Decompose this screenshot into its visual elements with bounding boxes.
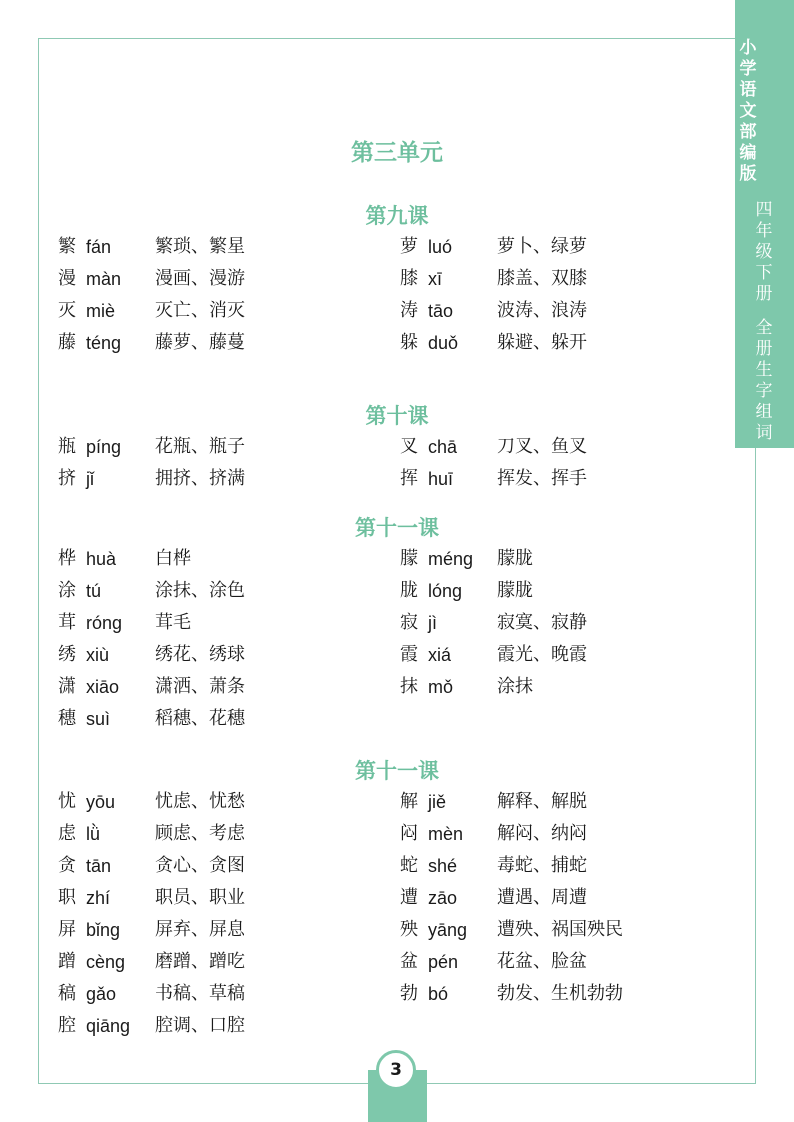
hanzi-character: 稿 bbox=[58, 983, 76, 1004]
pinyin: xiù bbox=[86, 645, 110, 665]
hanzi-character: 闷 bbox=[400, 823, 418, 844]
hanzi-character: 屏 bbox=[58, 919, 76, 940]
pinyin: fán bbox=[86, 237, 112, 257]
pinyin: suì bbox=[86, 709, 111, 729]
word-combinations: 拥挤、挤满 bbox=[155, 468, 245, 489]
pinyin: jiě bbox=[428, 792, 447, 812]
side-tab-series: 小 学 语 文 部 编 版 bbox=[739, 38, 757, 184]
word-combinations: 职员、职业 bbox=[155, 887, 245, 908]
pinyin: chā bbox=[428, 437, 458, 457]
word-combinations: 稻穗、花穗 bbox=[155, 708, 245, 729]
lesson-title: 第九课 bbox=[365, 204, 429, 228]
word-combinations: 躲避、躲开 bbox=[497, 332, 587, 353]
word-combinations: 解闷、纳闷 bbox=[497, 823, 587, 844]
lesson-title: 第十一课 bbox=[355, 516, 439, 540]
pinyin: pén bbox=[428, 952, 459, 972]
word-combinations: 白桦 bbox=[155, 548, 191, 569]
word-combinations: 朦胧 bbox=[497, 580, 533, 601]
hanzi-character: 朦 bbox=[400, 548, 418, 569]
pinyin: miè bbox=[86, 301, 116, 321]
hanzi-character: 潇 bbox=[58, 676, 76, 697]
word-combinations: 藤萝、藤蔓 bbox=[155, 332, 245, 353]
hanzi-character: 职 bbox=[58, 887, 76, 908]
hanzi-character: 腔 bbox=[58, 1015, 76, 1036]
pinyin: xiá bbox=[428, 645, 452, 665]
word-combinations: 腔调、口腔 bbox=[155, 1015, 245, 1036]
hanzi-character: 蹭 bbox=[58, 951, 76, 972]
word-combinations: 刀叉、鱼叉 bbox=[497, 436, 587, 457]
hanzi-character: 灭 bbox=[58, 300, 76, 321]
side-tab-subject: 全 册 生 字 组 词 bbox=[755, 318, 773, 443]
hanzi-character: 霞 bbox=[400, 644, 418, 665]
hanzi-character: 勃 bbox=[400, 983, 418, 1004]
pinyin: xiāo bbox=[86, 677, 120, 697]
lesson-title: 第十课 bbox=[365, 404, 429, 428]
word-combinations: 涂抹 bbox=[497, 676, 533, 697]
hanzi-character: 寂 bbox=[400, 612, 418, 633]
pinyin: bǐng bbox=[86, 920, 121, 940]
pinyin: lǜ bbox=[86, 824, 101, 844]
word-combinations: 寂寞、寂静 bbox=[497, 612, 587, 633]
pinyin: jǐ bbox=[86, 469, 94, 489]
hanzi-character: 叉 bbox=[400, 436, 418, 457]
hanzi-character: 桦 bbox=[58, 548, 76, 569]
word-combinations: 顾虑、考虑 bbox=[155, 823, 245, 844]
word-combinations: 勃发、生机勃勃 bbox=[497, 983, 623, 1004]
pinyin: tāo bbox=[428, 301, 454, 321]
hanzi-character: 盆 bbox=[400, 951, 418, 972]
side-tab-grade: 四 年 级 下 册 bbox=[755, 200, 773, 304]
pinyin: zāo bbox=[428, 888, 458, 908]
hanzi-character: 涂 bbox=[58, 580, 76, 601]
pinyin: cèng bbox=[86, 952, 126, 972]
word-combinations: 灭亡、消灭 bbox=[155, 300, 245, 321]
pinyin: mèn bbox=[428, 824, 464, 844]
page-frame bbox=[38, 38, 756, 1084]
pinyin: zhí bbox=[86, 888, 111, 908]
pinyin: lóng bbox=[428, 581, 463, 601]
hanzi-character: 茸 bbox=[58, 612, 76, 633]
word-combinations: 波涛、浪涛 bbox=[497, 300, 587, 321]
hanzi-character: 繁 bbox=[58, 236, 76, 257]
hanzi-character: 萝 bbox=[400, 236, 418, 257]
pinyin: jì bbox=[428, 613, 437, 633]
hanzi-character: 虑 bbox=[58, 823, 76, 844]
hanzi-character: 殃 bbox=[400, 919, 418, 940]
hanzi-character: 涛 bbox=[400, 300, 418, 321]
hanzi-character: 藤 bbox=[58, 332, 76, 353]
pinyin: méng bbox=[428, 549, 474, 569]
pinyin: tān bbox=[86, 856, 112, 876]
word-combinations: 解释、解脱 bbox=[497, 791, 587, 812]
hanzi-character: 挤 bbox=[58, 468, 76, 489]
word-combinations: 遭遇、周遭 bbox=[497, 887, 587, 908]
word-combinations: 屏弃、屏息 bbox=[155, 919, 245, 940]
unit-title: 第三单元 bbox=[351, 140, 443, 166]
word-combinations: 花瓶、瓶子 bbox=[155, 436, 245, 457]
pinyin: qiāng bbox=[86, 1016, 131, 1036]
word-combinations: 遭殃、祸国殃民 bbox=[497, 919, 623, 940]
pinyin: màn bbox=[86, 269, 122, 289]
hanzi-character: 挥 bbox=[400, 468, 418, 489]
pinyin: luó bbox=[428, 237, 453, 257]
lesson-title: 第十一课 bbox=[355, 759, 439, 783]
word-combinations: 磨蹭、蹭吃 bbox=[155, 951, 245, 972]
hanzi-character: 瓶 bbox=[58, 436, 76, 457]
hanzi-character: 遭 bbox=[400, 887, 418, 908]
hanzi-character: 躲 bbox=[400, 332, 418, 353]
word-combinations: 繁琐、繁星 bbox=[155, 236, 245, 257]
hanzi-character: 漫 bbox=[58, 268, 76, 289]
word-combinations: 霞光、晚霞 bbox=[497, 644, 587, 665]
page-number: 3 bbox=[376, 1050, 416, 1090]
hanzi-character: 解 bbox=[400, 791, 418, 812]
hanzi-character: 胧 bbox=[400, 580, 418, 601]
word-combinations: 萝卜、绿萝 bbox=[497, 236, 587, 257]
hanzi-character: 蛇 bbox=[400, 855, 418, 876]
pinyin: bó bbox=[428, 984, 449, 1004]
word-combinations: 绣花、绣球 bbox=[155, 644, 245, 665]
word-combinations: 花盆、脸盆 bbox=[497, 951, 587, 972]
hanzi-character: 穗 bbox=[58, 708, 76, 729]
pinyin: yōu bbox=[86, 792, 116, 812]
word-combinations: 茸毛 bbox=[155, 612, 191, 633]
word-combinations: 书稿、草稿 bbox=[155, 983, 245, 1004]
word-combinations: 漫画、漫游 bbox=[155, 268, 245, 289]
hanzi-character: 绣 bbox=[58, 644, 76, 665]
pinyin: xī bbox=[428, 269, 443, 289]
pinyin: tú bbox=[86, 581, 102, 601]
word-combinations: 毒蛇、捕蛇 bbox=[497, 855, 587, 876]
pinyin: huī bbox=[428, 469, 454, 489]
pinyin: huà bbox=[86, 549, 117, 569]
word-combinations: 潇洒、萧条 bbox=[155, 676, 245, 697]
pinyin: téng bbox=[86, 333, 122, 353]
pinyin: duǒ bbox=[428, 333, 459, 353]
pinyin: yāng bbox=[428, 920, 468, 940]
word-combinations: 忧虑、忧愁 bbox=[155, 791, 245, 812]
pinyin: róng bbox=[86, 613, 123, 633]
word-combinations: 贪心、贪图 bbox=[155, 855, 245, 876]
pinyin: shé bbox=[428, 856, 458, 876]
pinyin: mǒ bbox=[428, 677, 454, 697]
pinyin: gǎo bbox=[86, 984, 117, 1004]
hanzi-character: 贪 bbox=[58, 855, 76, 876]
word-combinations: 涂抹、涂色 bbox=[155, 580, 245, 601]
hanzi-character: 忧 bbox=[58, 791, 76, 812]
word-combinations: 朦胧 bbox=[497, 548, 533, 569]
word-combinations: 挥发、挥手 bbox=[497, 468, 587, 489]
word-combinations: 膝盖、双膝 bbox=[497, 268, 587, 289]
pinyin: píng bbox=[86, 437, 122, 457]
hanzi-character: 膝 bbox=[400, 268, 418, 289]
hanzi-character: 抹 bbox=[400, 676, 418, 697]
